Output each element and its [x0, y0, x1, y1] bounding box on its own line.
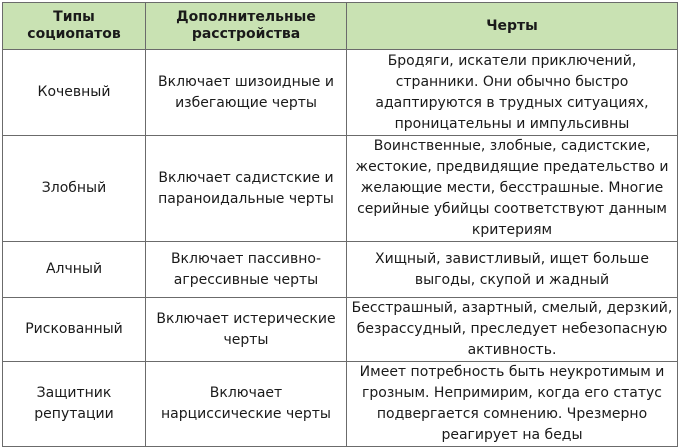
type-cell: Защитник репутации: [3, 362, 146, 447]
header-disorders: Дополнительные расстройства: [146, 3, 347, 50]
traits-cell: Имеет потребность быть неукротимым и грозным. Непримирим, когда его статус подвергается сомнению. Чрезмерно реагирует на беды: [347, 362, 678, 447]
type-cell: Злобный: [3, 136, 146, 242]
traits-cell: Бродяги, искатели приключений, странники. Они обычно быстро адаптируются в трудных ситуациях, проницательны и импульсивны: [347, 50, 678, 136]
type-cell: Рискованный: [3, 298, 146, 362]
disorders-cell: Включает пассивно-агрессивные черты: [146, 242, 347, 298]
type-cell: Кочевный: [3, 50, 146, 136]
sociopath-types-table: [2, 2, 678, 447]
table-row: [3, 362, 678, 447]
table-row: [3, 298, 678, 362]
type-cell: Алчный: [3, 242, 146, 298]
table-row: [3, 242, 678, 298]
table-row: [3, 136, 678, 242]
traits-cell: Бесстрашный, азартный, смелый, дерзкий, безрассудный, преследует небезопасную активность.: [347, 298, 678, 362]
header-traits: Черты: [347, 3, 678, 50]
disorders-cell: Включает нарциссические черты: [146, 362, 347, 447]
header-row: [3, 3, 678, 50]
header-types: Типы социопатов: [3, 3, 146, 50]
traits-cell: Воинственные, злобные, садистские, жестокие, предвидящие предательство и желающие мести, бесстрашные. Многие серийные убийцы соответствуют данным критериям: [347, 136, 678, 242]
table-row: [3, 50, 678, 136]
disorders-cell: Включает садистские и параноидальные черты: [146, 136, 347, 242]
disorders-cell: Включает истерические черты: [146, 298, 347, 362]
disorders-cell: Включает шизоидные и избегающие черты: [146, 50, 347, 136]
traits-cell: Хищный, завистливый, ищет больше выгоды, скупой и жадный: [347, 242, 678, 298]
